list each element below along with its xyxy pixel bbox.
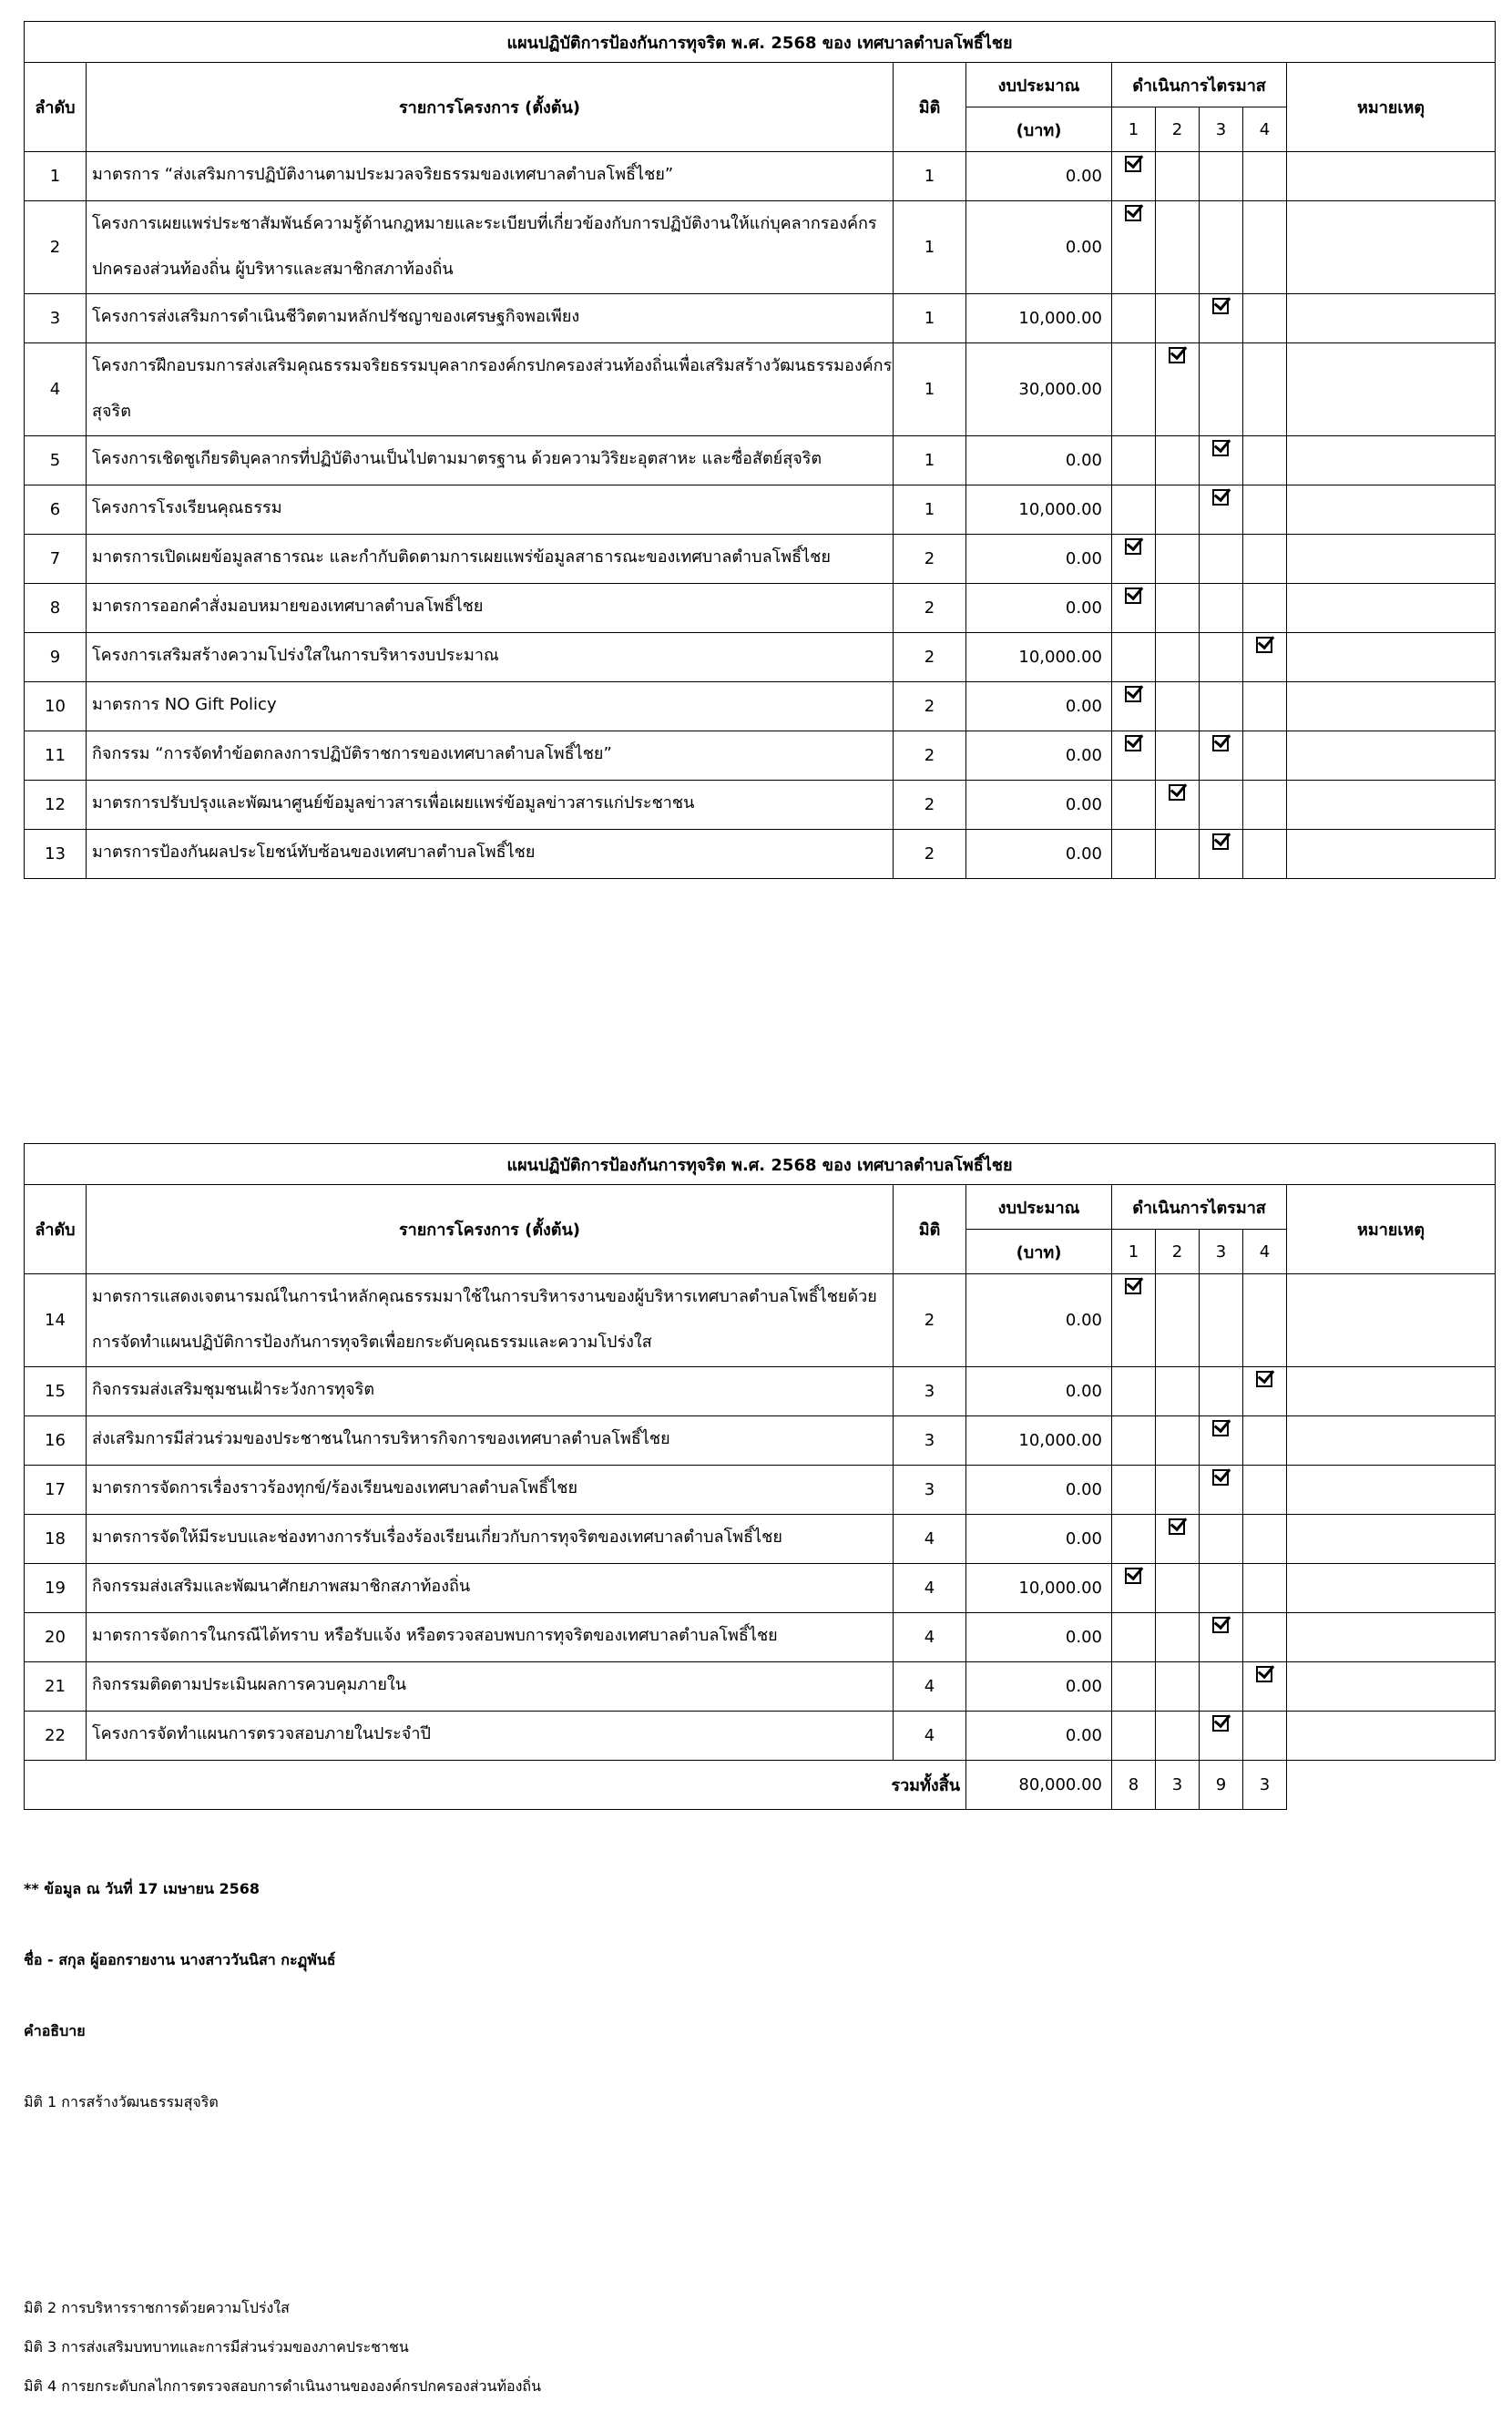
dimension-value: 4: [894, 1515, 966, 1564]
table-row: [25, 1367, 1496, 1416]
plan-table-part1: [24, 21, 1496, 879]
col-header-q4: 4: [1243, 107, 1287, 152]
quarter-2-cell: [1156, 1564, 1200, 1613]
quarter-3-cell: [1200, 1515, 1243, 1564]
checkbox-checked-icon: [1169, 1518, 1185, 1535]
quarter-4-cell: [1243, 830, 1287, 879]
quarter-1-cell: [1112, 1662, 1156, 1712]
remark-cell: [1287, 633, 1496, 682]
table-row: [25, 1515, 1496, 1564]
quarter-2-cell: [1156, 535, 1200, 584]
checkbox-checked-icon: [1212, 1469, 1229, 1486]
row-number: 1: [25, 152, 87, 201]
checkbox-checked-icon: [1125, 588, 1141, 604]
table-row: [25, 1613, 1496, 1662]
quarter-4-cell: [1243, 781, 1287, 830]
budget-value: 0.00: [966, 584, 1112, 633]
project-name: กิจกรรมติดตามประเมินผลการควบคุมภายใน: [87, 1662, 894, 1712]
quarter-3-cell: [1200, 682, 1243, 731]
dimension-value: 3: [894, 1416, 966, 1466]
quarter-1-cell: [1112, 781, 1156, 830]
quarter-4-cell: [1243, 633, 1287, 682]
row-number: 17: [25, 1466, 87, 1515]
quarter-3-cell: [1200, 1367, 1243, 1416]
quarter-1-cell: [1112, 1416, 1156, 1466]
checkbox-checked-icon: [1169, 347, 1185, 363]
table-row: [25, 1712, 1496, 1761]
row-number: 15: [25, 1367, 87, 1416]
quarter-1-cell: [1112, 1564, 1156, 1613]
row-number: 13: [25, 830, 87, 879]
table-row: [25, 1274, 1496, 1367]
col-header-q2: 2: [1156, 107, 1200, 152]
table-row: [25, 436, 1496, 485]
dimension-value: 1: [894, 436, 966, 485]
dimension-value: 2: [894, 1274, 966, 1367]
dimension-value: 1: [894, 294, 966, 343]
project-name: มาตรการจัดให้มีระบบและช่องทางการรับเรื่องร้องเรียนเกี่ยวกับการทุจริตของเทศบาลตำบลโพธิ์ไชย: [87, 1515, 894, 1564]
col-header-q4: 4: [1243, 1230, 1287, 1274]
table-body-part2: [25, 1274, 1496, 1761]
table-row: [25, 1466, 1496, 1515]
checkbox-checked-icon: [1256, 1666, 1272, 1682]
row-number: 7: [25, 535, 87, 584]
quarter-4-cell: [1243, 485, 1287, 535]
quarter-3-cell: [1200, 152, 1243, 201]
quarter-3-cell: [1200, 535, 1243, 584]
col-header-remark: หมายเหตุ: [1287, 63, 1496, 152]
remark-cell: [1287, 1662, 1496, 1712]
project-name: กิจกรรม “การจัดทำข้อตกลงการปฏิบัติราชการของเทศบาลตำบลโพธิ์ไชย”: [87, 731, 894, 781]
checkbox-checked-icon: [1212, 1715, 1229, 1732]
col-header-quarters: ดำเนินการไตรมาส: [1112, 1185, 1287, 1230]
table-row: [25, 152, 1496, 201]
checkbox-checked-icon: [1212, 735, 1229, 751]
table-row: [25, 781, 1496, 830]
row-number: 10: [25, 682, 87, 731]
quarter-4-cell: [1243, 1662, 1287, 1712]
table-row: [25, 201, 1496, 294]
quarter-4-cell: [1243, 1515, 1287, 1564]
table-row: [25, 1564, 1496, 1613]
table-row: [25, 1662, 1496, 1712]
quarter-4-cell: [1243, 436, 1287, 485]
quarter-1-cell: [1112, 1613, 1156, 1662]
totals-row: [25, 1761, 1496, 1810]
row-number: 22: [25, 1712, 87, 1761]
project-name: โครงการเชิดชูเกียรติบุคลากรที่ปฏิบัติงานเป็นไปตามมาตรฐาน ด้วยความวิริยะอุตสาหะ และซื่อสัตย์สุจริต: [87, 436, 894, 485]
col-header-q1: 1: [1112, 107, 1156, 152]
col-header-q1: 1: [1112, 1230, 1156, 1274]
remark-cell: [1287, 1515, 1496, 1564]
quarter-2-cell: [1156, 343, 1200, 436]
remark-cell: [1287, 1416, 1496, 1466]
col-header-project: รายการโครงการ (ตั้งต้น): [87, 1185, 894, 1274]
quarter-1-cell: [1112, 152, 1156, 201]
dimension-value: 1: [894, 201, 966, 294]
totals-budget: 80,000.00: [966, 1761, 1112, 1810]
table-row: [25, 584, 1496, 633]
quarter-3-cell: [1200, 830, 1243, 879]
quarter-1-cell: [1112, 201, 1156, 294]
quarter-1-cell: [1112, 485, 1156, 535]
row-number: 12: [25, 781, 87, 830]
row-number: 9: [25, 633, 87, 682]
quarter-1-cell: [1112, 584, 1156, 633]
quarter-2-cell: [1156, 1416, 1200, 1466]
quarter-3-cell: [1200, 1564, 1243, 1613]
dimension-value: 4: [894, 1712, 966, 1761]
dimension-value: 2: [894, 535, 966, 584]
quarter-1-cell: [1112, 830, 1156, 879]
table-row: [25, 485, 1496, 535]
quarter-4-cell: [1243, 1416, 1287, 1466]
remark-cell: [1287, 485, 1496, 535]
quarter-2-cell: [1156, 584, 1200, 633]
dimension-value: 2: [894, 781, 966, 830]
quarter-4-cell: [1243, 201, 1287, 294]
quarter-2-cell: [1156, 201, 1200, 294]
budget-value: 0.00: [966, 1367, 1112, 1416]
quarter-2-cell: [1156, 485, 1200, 535]
project-name: ส่งเสริมการมีส่วนร่วมของประชาชนในการบริหารกิจการของเทศบาลตำบลโพธิ์ไชย: [87, 1416, 894, 1466]
quarter-2-cell: [1156, 1515, 1200, 1564]
quarter-2-cell: [1156, 1712, 1200, 1761]
project-name: โครงการส่งเสริมการดำเนินชีวิตตามหลักปรัชญาของเศรษฐกิจพอเพียง: [87, 294, 894, 343]
dimension-value: 1: [894, 343, 966, 436]
budget-value: 0.00: [966, 830, 1112, 879]
quarter-1-cell: [1112, 633, 1156, 682]
project-name: โครงการโรงเรียนคุณธรรม: [87, 485, 894, 535]
col-header-q3: 3: [1200, 1230, 1243, 1274]
checkbox-checked-icon: [1212, 298, 1229, 314]
remark-cell: [1287, 682, 1496, 731]
col-header-project: รายการโครงการ (ตั้งต้น): [87, 63, 894, 152]
project-name: มาตรการปรับปรุงและพัฒนาศูนย์ข้อมูลข่าวสารเพื่อเผยแพร่ข้อมูลข่าวสารแก่ประชาชน: [87, 781, 894, 830]
dimension-value: 2: [894, 731, 966, 781]
quarter-3-cell: [1200, 1466, 1243, 1515]
budget-value: 0.00: [966, 682, 1112, 731]
budget-value: 10,000.00: [966, 294, 1112, 343]
totals-q1: 8: [1112, 1761, 1156, 1810]
quarter-4-cell: [1243, 343, 1287, 436]
table-row: [25, 535, 1496, 584]
quarter-1-cell: [1112, 1367, 1156, 1416]
totals-q3: 9: [1200, 1761, 1243, 1810]
quarter-4-cell: [1243, 1613, 1287, 1662]
remark-cell: [1287, 584, 1496, 633]
quarter-4-cell: [1243, 294, 1287, 343]
remark-cell: [1287, 731, 1496, 781]
budget-value: 0.00: [966, 1466, 1112, 1515]
checkbox-checked-icon: [1256, 1371, 1272, 1387]
dimension-value: 4: [894, 1613, 966, 1662]
quarter-2-cell: [1156, 633, 1200, 682]
info-date-note: ** ข้อมูล ณ วันที่ 17 เมษายน 2568: [24, 1880, 261, 1897]
quarter-3-cell: [1200, 1416, 1243, 1466]
table-row: [25, 633, 1496, 682]
checkbox-checked-icon: [1256, 637, 1272, 653]
quarter-4-cell: [1243, 731, 1287, 781]
quarter-4-cell: [1243, 584, 1287, 633]
quarter-3-cell: [1200, 1274, 1243, 1367]
quarter-1-cell: [1112, 731, 1156, 781]
project-name: มาตรการ “ส่งเสริมการปฏิบัติงานตามประมวลจริยธรรมของเทศบาลตำบลโพธิ์ไชย”: [87, 152, 894, 201]
checkbox-checked-icon: [1125, 538, 1141, 555]
budget-value: 10,000.00: [966, 485, 1112, 535]
budget-value: 0.00: [966, 1712, 1112, 1761]
remark-cell: [1287, 152, 1496, 201]
dimension-value: 4: [894, 1662, 966, 1712]
row-number: 19: [25, 1564, 87, 1613]
row-number: 5: [25, 436, 87, 485]
table-row: [25, 830, 1496, 879]
quarter-4-cell: [1243, 1466, 1287, 1515]
quarter-4-cell: [1243, 682, 1287, 731]
budget-value: 0.00: [966, 201, 1112, 294]
checkbox-checked-icon: [1212, 489, 1229, 506]
checkbox-checked-icon: [1125, 686, 1141, 702]
col-header-budget: งบประมาณ: [966, 1185, 1112, 1230]
checkbox-checked-icon: [1212, 1617, 1229, 1633]
col-header-remark: หมายเหตุ: [1287, 1185, 1496, 1274]
project-name: โครงการเสริมสร้างความโปร่งใสในการบริหารงบประมาณ: [87, 633, 894, 682]
quarter-4-cell: [1243, 535, 1287, 584]
project-name: มาตรการป้องกันผลประโยชน์ทับซ้อนของเทศบาลตำบลโพธิ์ไชย: [87, 830, 894, 879]
quarter-3-cell: [1200, 1662, 1243, 1712]
col-header-budget-unit: (บาท): [966, 107, 1112, 152]
quarter-4-cell: [1243, 1367, 1287, 1416]
budget-value: 0.00: [966, 731, 1112, 781]
legend-dimension-4: มิติ 4 การยกระดับกลไกการตรวจสอบการดำเนินงานขององค์กรปกครองส่วนท้องถิ่น: [24, 2377, 542, 2395]
remark-cell: [1287, 1613, 1496, 1662]
remark-cell: [1287, 201, 1496, 294]
legend-dimension-1: มิติ 1 การสร้างวัฒนธรรมสุจริต: [24, 2093, 219, 2110]
remark-cell: [1287, 535, 1496, 584]
quarter-2-cell: [1156, 682, 1200, 731]
col-header-budget: งบประมาณ: [966, 63, 1112, 107]
totals-empty: [1287, 1761, 1496, 1810]
col-header-q2: 2: [1156, 1230, 1200, 1274]
quarter-2-cell: [1156, 294, 1200, 343]
project-name: มาตรการแสดงเจตนารมณ์ในการนำหลักคุณธรรมมาใช้ในการบริหารงานของผู้บริหารเทศบาลตำบลโพธิ์ไชยด้วยการจัดทำแผนปฏิบัติการป้องกันการทุจริตเพื่อยกระดับคุณธรรมและความโปร่งใส: [87, 1274, 894, 1367]
quarter-3-cell: [1200, 584, 1243, 633]
remark-cell: [1287, 830, 1496, 879]
quarter-4-cell: [1243, 1712, 1287, 1761]
dimension-value: 3: [894, 1466, 966, 1515]
row-number: 11: [25, 731, 87, 781]
legend-dimension-2: มิติ 2 การบริหารราชการด้วยความโปร่งใส: [24, 2299, 290, 2316]
checkbox-checked-icon: [1212, 1420, 1229, 1436]
remark-cell: [1287, 1564, 1496, 1613]
row-number: 21: [25, 1662, 87, 1712]
row-number: 16: [25, 1416, 87, 1466]
project-name: มาตรการเปิดเผยข้อมูลสาธารณะ และกำกับติดตามการเผยแพร่ข้อมูลสาธารณะของเทศบาลตำบลโพธิ์ไชย: [87, 535, 894, 584]
plan-table-part2: [24, 1143, 1496, 1810]
row-number: 6: [25, 485, 87, 535]
col-header-no: ลำดับ: [25, 1185, 87, 1274]
remark-cell: [1287, 1466, 1496, 1515]
project-name: มาตรการจัดการในกรณีได้ทราบ หรือรับแจ้ง หรือตรวจสอบพบการทุจริตของเทศบาลตำบลโพธิ์ไชย: [87, 1613, 894, 1662]
table-row: [25, 682, 1496, 731]
checkbox-checked-icon: [1125, 1278, 1141, 1294]
quarter-3-cell: [1200, 201, 1243, 294]
dimension-value: 2: [894, 584, 966, 633]
col-header-q3: 3: [1200, 107, 1243, 152]
quarter-3-cell: [1200, 1613, 1243, 1662]
quarter-3-cell: [1200, 1712, 1243, 1761]
quarter-2-cell: [1156, 1466, 1200, 1515]
table-row: [25, 343, 1496, 436]
quarter-1-cell: [1112, 1274, 1156, 1367]
remark-cell: [1287, 343, 1496, 436]
quarter-4-cell: [1243, 152, 1287, 201]
legend-dimension-3: มิติ 3 การส่งเสริมบทบาทและการมีส่วนร่วมของภาคประชาชน: [24, 2338, 409, 2356]
quarter-2-cell: [1156, 1613, 1200, 1662]
remark-cell: [1287, 436, 1496, 485]
quarter-3-cell: [1200, 343, 1243, 436]
quarter-3-cell: [1200, 294, 1243, 343]
remark-cell: [1287, 1274, 1496, 1367]
table-title: แผนปฏิบัติการป้องกันการทุจริต พ.ศ. 2568 ของ เทศบาลตำบลโพธิ์ไชย: [25, 1144, 1496, 1185]
budget-value: 10,000.00: [966, 633, 1112, 682]
table-row: [25, 1416, 1496, 1466]
totals-label: รวมทั้งสิ้น: [25, 1761, 966, 1810]
checkbox-checked-icon: [1212, 440, 1229, 456]
col-header-quarters: ดำเนินการไตรมาส: [1112, 63, 1287, 107]
checkbox-checked-icon: [1125, 1568, 1141, 1584]
row-number: 14: [25, 1274, 87, 1367]
remark-cell: [1287, 781, 1496, 830]
quarter-3-cell: [1200, 436, 1243, 485]
quarter-2-cell: [1156, 1367, 1200, 1416]
checkbox-checked-icon: [1125, 205, 1141, 221]
quarter-2-cell: [1156, 1662, 1200, 1712]
budget-value: 0.00: [966, 535, 1112, 584]
table-title: แผนปฏิบัติการป้องกันการทุจริต พ.ศ. 2568 ของ เทศบาลตำบลโพธิ์ไชย: [25, 22, 1496, 63]
dimension-value: 2: [894, 633, 966, 682]
budget-value: 0.00: [966, 1613, 1112, 1662]
quarter-4-cell: [1243, 1274, 1287, 1367]
budget-value: 0.00: [966, 1274, 1112, 1367]
quarter-3-cell: [1200, 633, 1243, 682]
row-number: 3: [25, 294, 87, 343]
quarter-1-cell: [1112, 294, 1156, 343]
quarter-1-cell: [1112, 1515, 1156, 1564]
quarter-3-cell: [1200, 485, 1243, 535]
budget-value: 0.00: [966, 436, 1112, 485]
budget-value: 0.00: [966, 781, 1112, 830]
legend-title: คำอธิบาย: [24, 2022, 86, 2039]
checkbox-checked-icon: [1125, 735, 1141, 751]
row-number: 8: [25, 584, 87, 633]
remark-cell: [1287, 294, 1496, 343]
quarter-2-cell: [1156, 830, 1200, 879]
row-number: 4: [25, 343, 87, 436]
quarter-2-cell: [1156, 152, 1200, 201]
budget-value: 30,000.00: [966, 343, 1112, 436]
project-name: มาตรการ NO Gift Policy: [87, 682, 894, 731]
budget-value: 0.00: [966, 1515, 1112, 1564]
budget-value: 10,000.00: [966, 1416, 1112, 1466]
col-header-no: ลำดับ: [25, 63, 87, 152]
dimension-value: 1: [894, 152, 966, 201]
budget-value: 0.00: [966, 152, 1112, 201]
project-name: โครงการฝึกอบรมการส่งเสริมคุณธรรมจริยธรรมบุคลากรองค์กรปกครองส่วนท้องถิ่นเพื่อเสริมสร้างวัฒนธรรมองค์กรสุจริต: [87, 343, 894, 436]
reporter-name: ชื่อ - สกุล ผู้ออกรายงาน นางสาววันนิสา กะฏุพันธ์: [24, 1951, 336, 1968]
project-name: กิจกรรมส่งเสริมชุมชนเฝ้าระวังการทุจริต: [87, 1367, 894, 1416]
quarter-4-cell: [1243, 1564, 1287, 1613]
col-header-dimension: มิติ: [894, 63, 966, 152]
budget-value: 10,000.00: [966, 1564, 1112, 1613]
remark-cell: [1287, 1367, 1496, 1416]
quarter-1-cell: [1112, 682, 1156, 731]
quarter-2-cell: [1156, 436, 1200, 485]
row-number: 18: [25, 1515, 87, 1564]
totals-q4: 3: [1243, 1761, 1287, 1810]
quarter-2-cell: [1156, 731, 1200, 781]
remark-cell: [1287, 1712, 1496, 1761]
dimension-value: 2: [894, 682, 966, 731]
checkbox-checked-icon: [1169, 784, 1185, 801]
row-number: 20: [25, 1613, 87, 1662]
dimension-value: 2: [894, 830, 966, 879]
table-row: [25, 731, 1496, 781]
quarter-1-cell: [1112, 343, 1156, 436]
row-number: 2: [25, 201, 87, 294]
dimension-value: 4: [894, 1564, 966, 1613]
checkbox-checked-icon: [1212, 833, 1229, 850]
table-row: [25, 294, 1496, 343]
quarter-1-cell: [1112, 1712, 1156, 1761]
budget-value: 0.00: [966, 1662, 1112, 1712]
dimension-value: 3: [894, 1367, 966, 1416]
quarter-3-cell: [1200, 781, 1243, 830]
project-name: โครงการจัดทำแผนการตรวจสอบภายในประจำปี: [87, 1712, 894, 1761]
quarter-1-cell: [1112, 1466, 1156, 1515]
quarter-1-cell: [1112, 436, 1156, 485]
totals-q2: 3: [1156, 1761, 1200, 1810]
quarter-1-cell: [1112, 535, 1156, 584]
quarter-3-cell: [1200, 731, 1243, 781]
checkbox-checked-icon: [1125, 156, 1141, 172]
col-header-budget-unit: (บาท): [966, 1230, 1112, 1274]
project-name: มาตรการจัดการเรื่องราวร้องทุกข์/ร้องเรียนของเทศบาลตำบลโพธิ์ไชย: [87, 1466, 894, 1515]
table-body-part1: [25, 152, 1496, 879]
col-header-dimension: มิติ: [894, 1185, 966, 1274]
project-name: มาตรการออกคำสั่งมอบหมายของเทศบาลตำบลโพธิ์ไชย: [87, 584, 894, 633]
quarter-2-cell: [1156, 1274, 1200, 1367]
project-name: กิจกรรมส่งเสริมและพัฒนาศักยภาพสมาชิกสภาท้องถิ่น: [87, 1564, 894, 1613]
dimension-value: 1: [894, 485, 966, 535]
project-name: โครงการเผยแพร่ประชาสัมพันธ์ความรู้ด้านกฎหมายและระเบียบที่เกี่ยวข้องกับการปฏิบัติงานให้แก่บุคลากรองค์กรปกครองส่วนท้องถิ่น ผู้บริหารและสมาชิกสภาท้องถิ่น: [87, 201, 894, 294]
quarter-2-cell: [1156, 781, 1200, 830]
